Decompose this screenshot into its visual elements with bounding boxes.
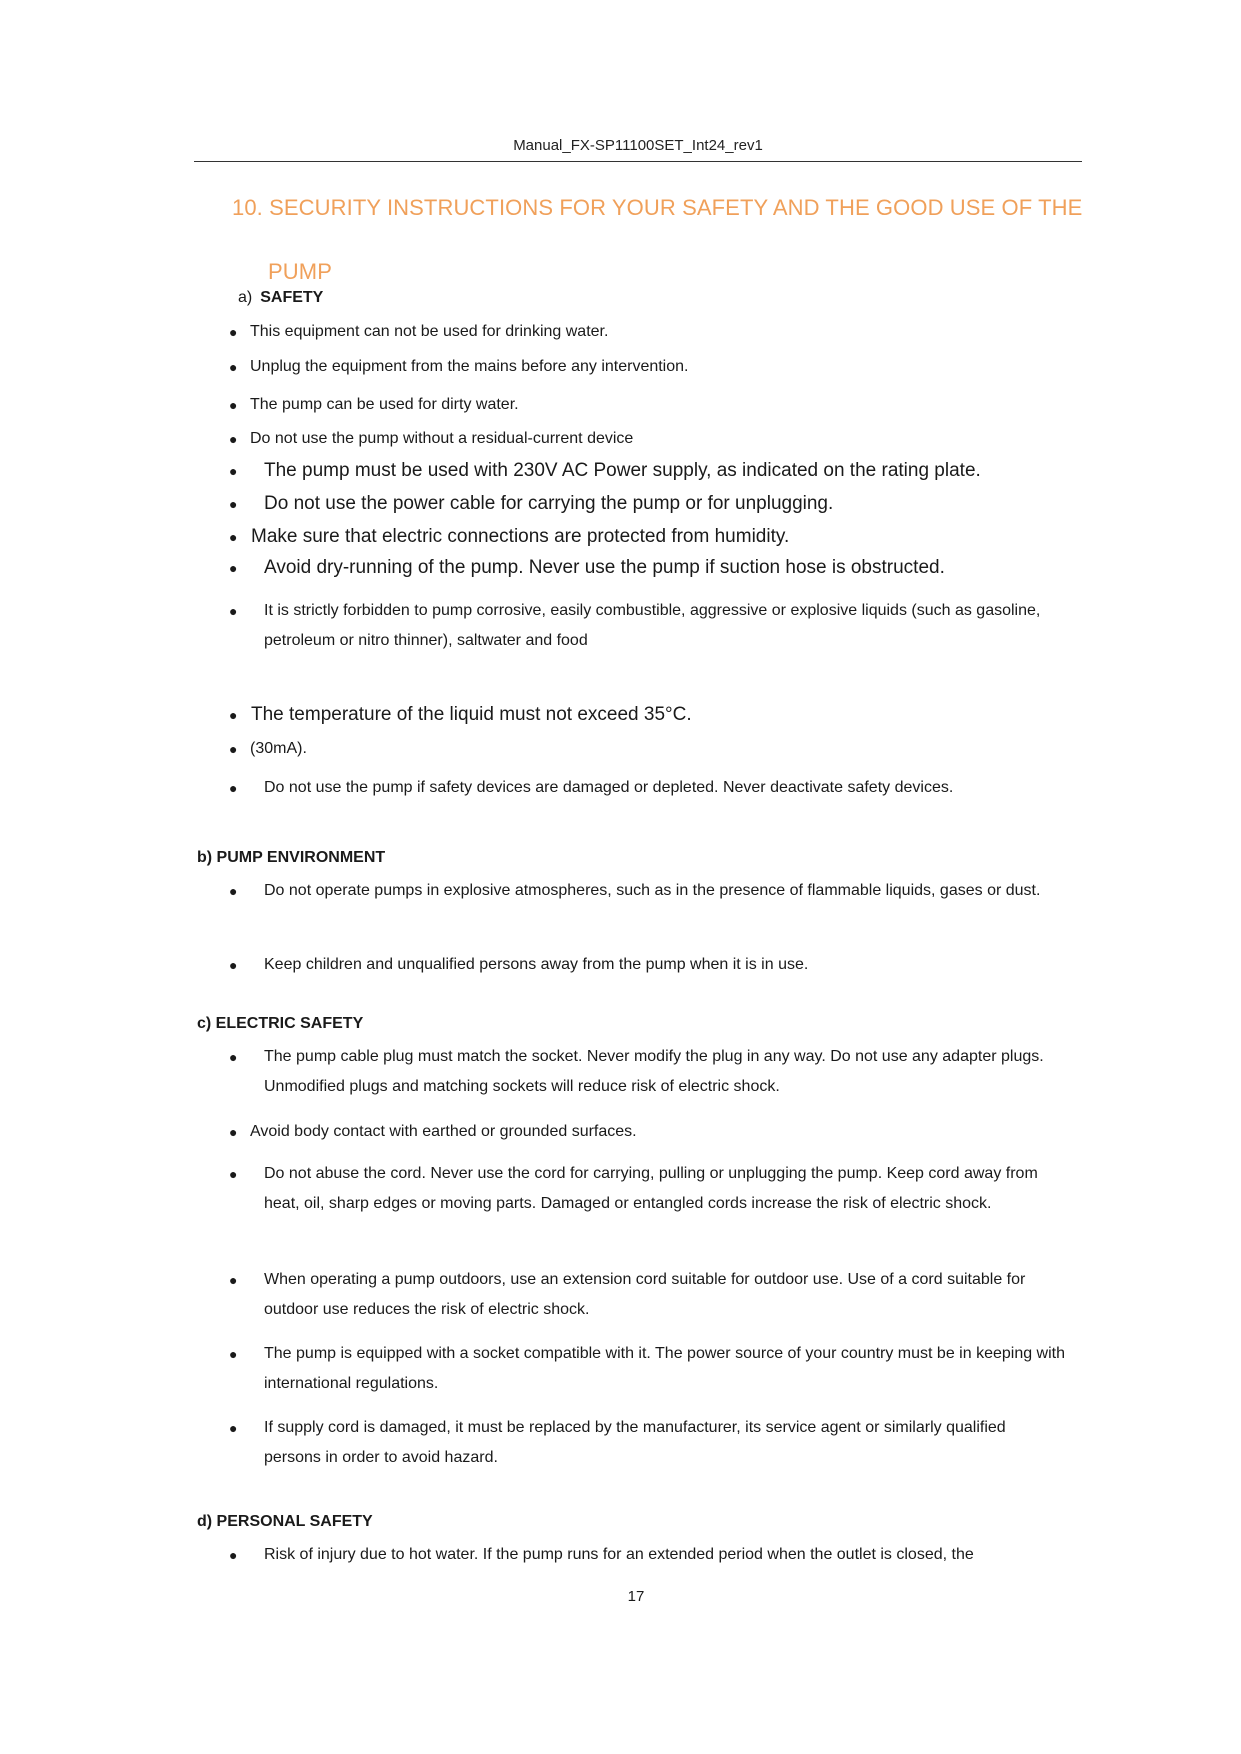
section-title-line-1: 10. SECURITY INSTRUCTIONS FOR YOUR SAFETY AND THE GOOD USE OF THE <box>232 195 1083 220</box>
bullet-icon: ● <box>229 496 238 512</box>
bullet-icon: ● <box>229 1049 238 1065</box>
bullet-icon: ● <box>229 780 238 796</box>
bullet-icon: ● <box>229 1420 238 1436</box>
bullet-icon: ● <box>229 1346 238 1362</box>
safety-heading-marker: a) <box>238 289 253 306</box>
bullet-icon: ● <box>229 1547 238 1563</box>
personal-heading: d) PERSONAL SAFETY <box>197 1513 373 1530</box>
bullet-icon: ● <box>229 1166 238 1182</box>
bullet-icon: ● <box>229 463 238 479</box>
bullet-icon: ● <box>229 431 238 447</box>
bullet-icon: ● <box>229 529 238 545</box>
environment-heading: b) PUMP ENVIRONMENT <box>197 849 386 866</box>
bullet-icon: ● <box>229 603 238 619</box>
safety-heading-label: SAFETY <box>260 289 324 306</box>
bullet-icon: ● <box>229 883 238 899</box>
bullet-icon: ● <box>229 397 238 413</box>
safety-heading <box>238 289 323 307</box>
bullet-icon: ● <box>229 359 238 375</box>
bullet-icon: ● <box>229 1124 238 1140</box>
section-title <box>232 176 1092 304</box>
bullet-icon: ● <box>229 560 238 576</box>
bullet-icon: ● <box>229 741 238 757</box>
section-title-line-2: PUMP <box>268 259 332 284</box>
bullet-icon: ● <box>229 707 238 723</box>
electric-heading: c) ELECTRIC SAFETY <box>197 1015 364 1032</box>
header-divider <box>194 161 1082 162</box>
bullet-icon: ● <box>229 324 238 340</box>
page-number: 17 <box>627 1588 645 1605</box>
bullet-icon: ● <box>229 957 238 973</box>
document-header: Manual_FX-SP11100SET_Int24_rev1 <box>513 137 763 154</box>
bullet-icon: ● <box>229 1272 238 1288</box>
